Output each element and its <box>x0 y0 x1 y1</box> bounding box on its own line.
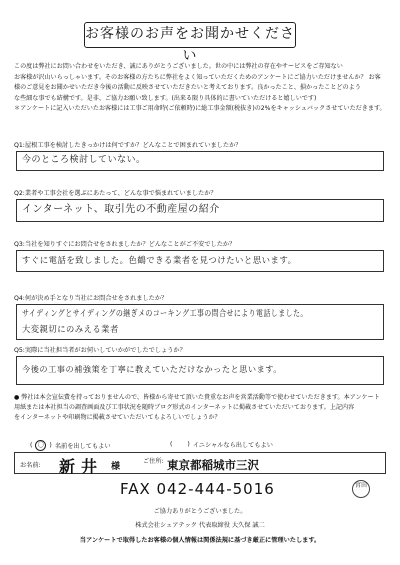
answer-1: 今のところ検討していない。 <box>22 155 146 165</box>
answer-4-line-2: 大変親切にのみえる業者 <box>22 324 119 334</box>
intro-line: 様のご意見をお聞かせいただき今後の活動に反映させていただきたいと考えております。良かったこと、損かったことどのよう <box>14 84 361 92</box>
option-1-mark: 〇 <box>35 440 46 451</box>
question-5: Q5:実際に当社担当者がお伺いしていかがでしたでしょうか？ <box>14 347 186 354</box>
answer-3: すぐに電話を致しました。色鶴できる業者を見つけたいと思います。 <box>22 255 297 265</box>
permission-line: ● 弊社は本会宣伝費を持っておりませんので、皆様から寄せて頂いた貴重なお声を営業活動等で使わせていただきます。本アンケート <box>14 394 380 401</box>
option-1-label: 名前を出してもよい <box>54 443 111 450</box>
intro-text <box>14 62 386 115</box>
page-title: お客様のお声をお聞かせください <box>84 22 296 48</box>
address-label: ご住所: <box>143 458 164 465</box>
sama-label: 様 <box>111 462 121 472</box>
answer-4-line-1: サイディングとサイディングの継ぎメのコーキング工事の問合せにより電話しました。 <box>22 308 308 318</box>
answer-2: インターネット、取引先の不動産屋の紹介 <box>22 204 220 215</box>
answer-5: 今後の工事の補強策を丁寧に教えていただけなかったと思います。 <box>22 364 282 374</box>
permission-line: 用紙または本社担当の調査画面及び工事状況を随時ブログ形式のインターネットに掲載させていただいております。上記内容 <box>14 404 355 411</box>
question-1: Q1:屋根工事を検討したきっかけは何ですか？どんなことで困まれていましたか？ <box>14 142 242 149</box>
question-3: Q3:当社を知りすぐにお問合せをされましたか？どんなことがご不安でしたか？ <box>14 241 236 248</box>
intro-line: この度は弊社にお問い合わせをいただき、誠にありがとうございました。世の中には弊社の存在やサービスをご存知ない <box>14 63 343 70</box>
fax-number: FAX 042-444-5016 <box>120 480 275 498</box>
question-2: Q2:業者や工事会社を選ぶにあたって、どんな事で悩まれていましたか？ <box>14 190 217 197</box>
name-address-row[interactable] <box>14 452 386 474</box>
intro-line: お客様が沢山いらっしゃいます。そのお客様の方たちに弊社をよく知っていただくためのアンケートにご協力いただけませんか？ お客 <box>14 73 381 81</box>
company-name: 株式会社シェアテック 代表取締役 大久保 誠二 <box>135 522 265 529</box>
thanks-text: ご協力ありがとうございました。 <box>153 508 247 515</box>
permission-text <box>14 393 386 423</box>
option-name-ok[interactable]: ( 〇 ) 名前を出してもよい <box>30 442 111 450</box>
name-label: お名前: <box>20 462 41 469</box>
intro-line: ＊アンケートに記入いただいたお客様には工事ご用命時(ご依頼時)に総工事金額(税抜き)の2%をキャッシュバックさせていただきます。 <box>14 105 386 113</box>
intro-line: な些細な事でも結構です。是非、ご協力お願い致します。(出来る限り具体的に書いていただけると嬉しいです) <box>14 94 317 102</box>
option-initial-ok[interactable]: ( ) イニシャルなら出してもよい <box>170 441 273 449</box>
option-2-label: イニシャルなら出してもよい <box>192 442 273 449</box>
company-stamp: 宮田 <box>352 480 370 498</box>
address-value: 東京都稲城市三沢 <box>167 458 259 472</box>
permission-line: をインターネットや印刷物に掲載させていただいてもよろしいでしょうか？ <box>14 414 221 421</box>
question-4: Q4:何が決め手となり当社にお問合せをされましたか？ <box>14 295 168 302</box>
name-value: 新井 <box>59 457 104 476</box>
privacy-notice: 当アンケートで取得したお客様の個人情報は関係法規に基づき厳正に管理いたします。 <box>79 537 321 544</box>
